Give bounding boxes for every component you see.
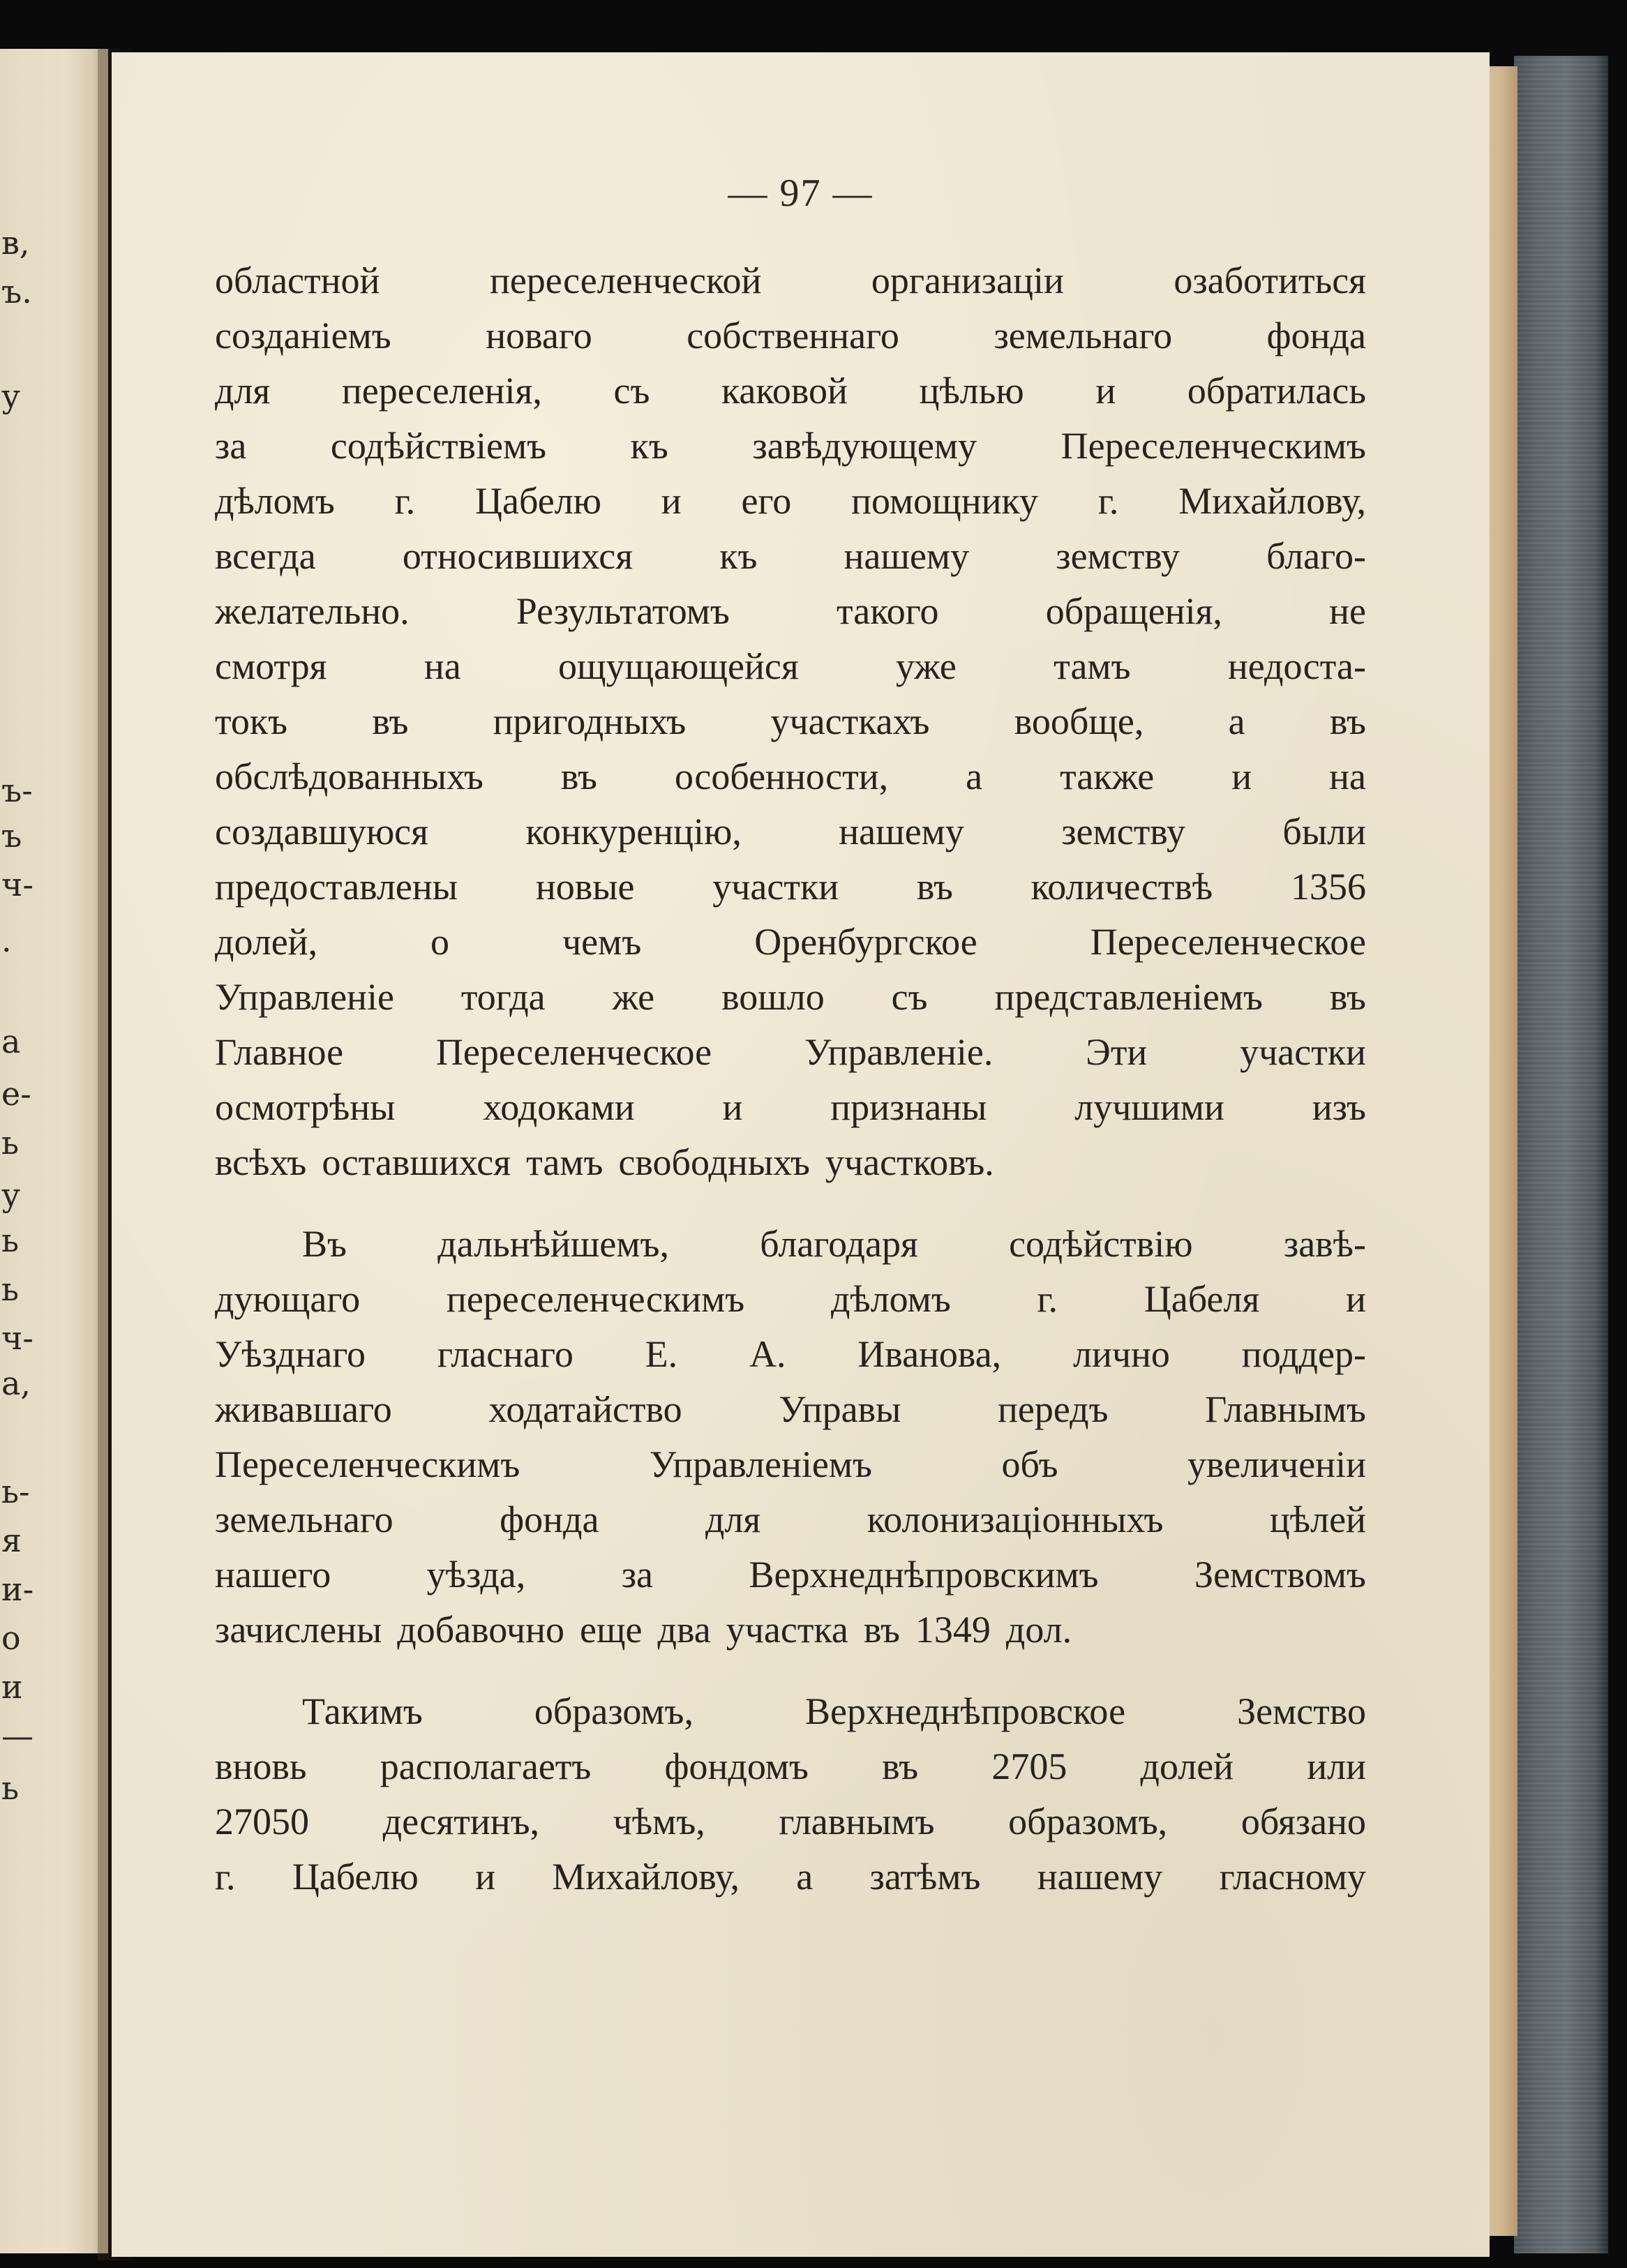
word: собственнаго — [687, 315, 899, 356]
word: содѣйствію — [1009, 1223, 1193, 1265]
word: тамъ — [526, 1141, 603, 1183]
word: въ — [863, 1609, 900, 1651]
word: Цабеля — [1144, 1278, 1260, 1320]
word: десятинъ, — [382, 1801, 540, 1842]
word: изъ — [1312, 1086, 1366, 1128]
word: всѣхъ — [215, 1141, 307, 1183]
word: желательно. — [215, 590, 410, 632]
word: Управленіе. — [804, 1031, 994, 1073]
left-page-fragment: ч- — [1, 866, 33, 903]
left-page-fragment: у — [1, 1176, 21, 1214]
word: и — [722, 1086, 743, 1128]
word: конкуренцію, — [525, 811, 742, 853]
text-line — [215, 694, 1366, 749]
word: Уѣзднаго — [215, 1333, 366, 1375]
word: участковъ. — [825, 1141, 994, 1183]
word: были — [1282, 811, 1366, 853]
word: признаны — [830, 1086, 987, 1128]
word: особенности, — [675, 756, 889, 797]
word: земству — [1061, 811, 1185, 853]
word: объ — [1001, 1443, 1058, 1485]
page-number: — 97 — — [728, 172, 874, 215]
text-line — [215, 1272, 1366, 1327]
word: Главное — [215, 1031, 344, 1073]
word: чѣмъ, — [613, 1801, 705, 1842]
word: Управленіе — [215, 976, 394, 1018]
word: тамъ — [1054, 645, 1131, 687]
text-line — [215, 529, 1366, 584]
word: благо- — [1266, 535, 1366, 577]
word: за — [621, 1554, 654, 1595]
word: переселенческимъ — [446, 1278, 745, 1320]
word: г. — [215, 1856, 236, 1898]
paragraph-gap — [215, 1190, 1366, 1217]
word: и — [661, 480, 682, 522]
word: въ — [372, 700, 409, 742]
word: г. — [394, 480, 416, 522]
word: не — [1329, 590, 1366, 632]
word: Цабелю — [292, 1856, 419, 1898]
word: живавшаго — [215, 1388, 392, 1430]
word: Цабелю — [475, 480, 601, 522]
word: увеличеніи — [1187, 1443, 1366, 1485]
word: Переселенческимъ — [215, 1443, 520, 1485]
book-page — [112, 52, 1490, 2257]
left-page-fragment: а, — [1, 1365, 31, 1402]
text-line — [215, 1547, 1366, 1602]
word: Эти — [1086, 1031, 1148, 1073]
word: 1349 — [915, 1609, 991, 1651]
word: цѣлей — [1269, 1499, 1366, 1540]
word: оставшихся — [322, 1141, 511, 1183]
left-page-fragment: ъ — [1, 817, 22, 855]
word: дальнѣйшемъ, — [437, 1223, 669, 1265]
text-line — [215, 474, 1366, 529]
word: дѣломъ — [830, 1278, 951, 1320]
word: относившихся — [402, 535, 633, 577]
word: ходатайство — [488, 1388, 682, 1430]
word: Е. — [645, 1333, 678, 1375]
word: нашему — [839, 811, 964, 853]
word: въ — [560, 756, 597, 797]
left-page-fragment: ь- — [1, 1473, 30, 1510]
left-page-fragment: . — [1, 922, 12, 959]
word: Верхнеднѣпровское — [805, 1690, 1126, 1732]
word: дол. — [1005, 1609, 1072, 1651]
word: Земствомъ — [1194, 1554, 1366, 1595]
left-page-fragment: в, — [1, 224, 30, 262]
word: Земство — [1237, 1690, 1366, 1732]
text-line — [215, 1080, 1366, 1135]
left-page-edge — [0, 49, 108, 2253]
word: съ — [613, 370, 650, 412]
word: Въ — [302, 1223, 347, 1265]
word: или — [1307, 1745, 1366, 1787]
word: Михайлову, — [1178, 480, 1366, 522]
word: образомъ, — [534, 1690, 693, 1732]
text-line — [215, 308, 1366, 363]
left-page-fragment: — — [1, 1717, 33, 1755]
word: фонда — [1266, 315, 1366, 356]
word: гласнаго — [437, 1333, 573, 1375]
word: на — [423, 645, 461, 687]
word: о — [430, 921, 450, 963]
left-page-fragment: у — [1, 377, 21, 415]
word: въ — [1329, 976, 1366, 1018]
text-line — [215, 749, 1366, 804]
word: на — [1329, 756, 1366, 797]
word: колонизаціонныхъ — [867, 1499, 1164, 1540]
left-page-fragment: а — [1, 1023, 21, 1060]
word: помощнику — [851, 480, 1038, 522]
text-line — [215, 915, 1366, 970]
word: добавочно — [397, 1609, 564, 1651]
word: располагаетъ — [380, 1745, 592, 1787]
word: содѣйствіемъ — [330, 425, 547, 467]
word: Переселенческое — [1090, 921, 1366, 963]
text-line — [215, 1794, 1366, 1849]
text-line — [215, 1492, 1366, 1547]
text-line — [215, 1382, 1366, 1437]
word: областной — [215, 260, 380, 301]
left-page-fragment: ь — [1, 1124, 20, 1162]
word: земству — [1056, 535, 1180, 577]
word: обратилась — [1187, 370, 1366, 412]
word: 1356 — [1291, 866, 1366, 908]
word: гласному — [1219, 1856, 1366, 1898]
word: завѣдующему — [752, 425, 977, 467]
word: г. — [1097, 480, 1119, 522]
text-line — [215, 1739, 1366, 1794]
word: Оренбургское — [754, 921, 977, 963]
word: Управленіемъ — [649, 1443, 872, 1485]
word: вновь — [215, 1745, 307, 1787]
word: и — [1346, 1278, 1366, 1320]
word: а — [966, 756, 983, 797]
text-line — [215, 1849, 1366, 1905]
left-page-fragment: ъ. — [1, 273, 32, 310]
word: 2705 — [991, 1745, 1067, 1787]
word: Михайлову, — [552, 1856, 740, 1898]
text-line — [215, 363, 1366, 419]
word: Переселенческое — [435, 1031, 712, 1073]
word: для — [705, 1499, 761, 1540]
paragraph — [215, 253, 1366, 1190]
left-page-fragment: ь — [1, 1769, 20, 1807]
word: недоста- — [1227, 645, 1366, 687]
word: образомъ, — [1008, 1801, 1168, 1842]
word: лично — [1073, 1333, 1170, 1375]
word: затѣмъ — [869, 1856, 981, 1898]
left-page-fragment: я — [1, 1522, 22, 1559]
word: новаго — [486, 315, 592, 356]
word: участка — [726, 1609, 848, 1651]
paragraph — [215, 1684, 1366, 1905]
text-line — [215, 419, 1366, 474]
text-line — [215, 584, 1366, 639]
word: и — [475, 1856, 495, 1898]
word: его — [741, 480, 792, 522]
word: дѣломъ — [215, 480, 335, 522]
word: каковой — [721, 370, 848, 412]
word: фонда — [500, 1499, 599, 1540]
left-page-fragment: ч- — [1, 1319, 33, 1357]
word: и — [1095, 370, 1116, 412]
word: зачислены — [215, 1609, 382, 1651]
text-line — [215, 1437, 1366, 1492]
word: долей, — [215, 921, 318, 963]
word: озаботиться — [1174, 260, 1366, 301]
word: цѣлью — [919, 370, 1024, 412]
left-page-fragment: и- — [1, 1570, 34, 1608]
word: главнымъ — [779, 1801, 935, 1842]
word: токъ — [215, 700, 288, 742]
word: два — [657, 1609, 711, 1651]
left-page-fragment: и — [1, 1668, 23, 1706]
word: ходоками — [483, 1086, 635, 1128]
word: передъ — [998, 1388, 1109, 1430]
word: лучшими — [1074, 1086, 1224, 1128]
word: создавшуюся — [215, 811, 428, 853]
word: фондомъ — [664, 1745, 809, 1787]
word: съ — [891, 976, 928, 1018]
paragraph — [215, 1217, 1366, 1658]
word: благодаря — [760, 1223, 918, 1265]
word: представленіемъ — [994, 976, 1263, 1018]
left-page-fragment: ь — [1, 1270, 20, 1308]
word: за — [215, 425, 247, 467]
word: всегда — [215, 535, 316, 577]
word: чемъ — [562, 921, 642, 963]
text-line — [215, 1684, 1366, 1739]
word: вообще, — [1014, 700, 1144, 742]
text-line — [215, 804, 1366, 859]
word: такого — [837, 590, 939, 632]
word: свободныхъ — [618, 1141, 810, 1183]
word: обязано — [1240, 1801, 1366, 1842]
word: новые — [535, 866, 635, 908]
word: переселенія, — [341, 370, 542, 412]
word: участки — [1240, 1031, 1366, 1073]
word: земельнаго — [994, 315, 1173, 356]
word: а — [796, 1856, 814, 1898]
word: еще — [579, 1609, 643, 1651]
word: уже — [896, 645, 957, 687]
word: ощущающейся — [558, 645, 799, 687]
word: долей — [1140, 1745, 1234, 1787]
word: Такимъ — [302, 1690, 423, 1732]
word: поддер- — [1241, 1333, 1366, 1375]
word: участки — [712, 866, 839, 908]
word: нашему — [1037, 1856, 1163, 1898]
word: переселенческой — [489, 260, 762, 301]
paragraph-gap — [215, 1658, 1366, 1684]
left-page-fragment: е- — [1, 1075, 31, 1113]
word: уѣзда, — [426, 1554, 526, 1595]
word: созданіемъ — [215, 315, 391, 356]
text-line — [215, 253, 1366, 308]
left-page-fragment: о — [1, 1619, 21, 1657]
word: также — [1060, 756, 1155, 797]
word: Верхнеднѣпровскимъ — [749, 1554, 1099, 1595]
text-line — [215, 1135, 1366, 1190]
text-line — [215, 1217, 1366, 1272]
word: участкахъ — [770, 700, 930, 742]
word: организаціи — [871, 260, 1064, 301]
word: А. — [749, 1333, 786, 1375]
word: Главнымъ — [1205, 1388, 1366, 1430]
word: и — [1231, 756, 1252, 797]
word: обслѣдованныхъ — [215, 756, 483, 797]
word: Иванова, — [857, 1333, 1002, 1375]
word: тогда — [460, 976, 546, 1018]
word: для — [215, 370, 271, 412]
word: въ — [882, 1745, 919, 1787]
word: Переселенческимъ — [1060, 425, 1366, 467]
left-page-fragment: ъ- — [1, 772, 33, 809]
word: завѣ- — [1283, 1223, 1366, 1265]
word: въ — [916, 866, 953, 908]
text-line — [215, 970, 1366, 1025]
word: Управы — [779, 1388, 901, 1430]
text-line — [215, 1025, 1366, 1080]
word: къ — [630, 425, 668, 467]
word: количествѣ — [1030, 866, 1213, 908]
word: предоставлены — [215, 866, 458, 908]
text-line — [215, 639, 1366, 694]
word: г. — [1037, 1278, 1058, 1320]
word: а — [1228, 700, 1245, 742]
word: къ — [719, 535, 758, 577]
word: въ — [1329, 700, 1366, 742]
word: земельнаго — [215, 1499, 393, 1540]
word: нашего — [215, 1554, 331, 1595]
text-line — [215, 1327, 1366, 1382]
text-line — [215, 1602, 1366, 1658]
body-text — [215, 253, 1366, 1905]
word: обращенія, — [1045, 590, 1222, 632]
text-line — [215, 859, 1366, 915]
word: смотря — [215, 645, 327, 687]
word: вошло — [721, 976, 825, 1018]
word: нашему — [844, 535, 970, 577]
word: осмотрѣны — [215, 1086, 396, 1128]
word: 27050 — [215, 1801, 309, 1842]
word: дующаго — [215, 1278, 361, 1320]
left-page-fragment: ь — [1, 1222, 20, 1259]
word: же — [612, 976, 655, 1018]
book-cover-edge — [1514, 56, 1608, 2253]
word: Результатомъ — [516, 590, 730, 632]
word: пригодныхъ — [493, 700, 687, 742]
